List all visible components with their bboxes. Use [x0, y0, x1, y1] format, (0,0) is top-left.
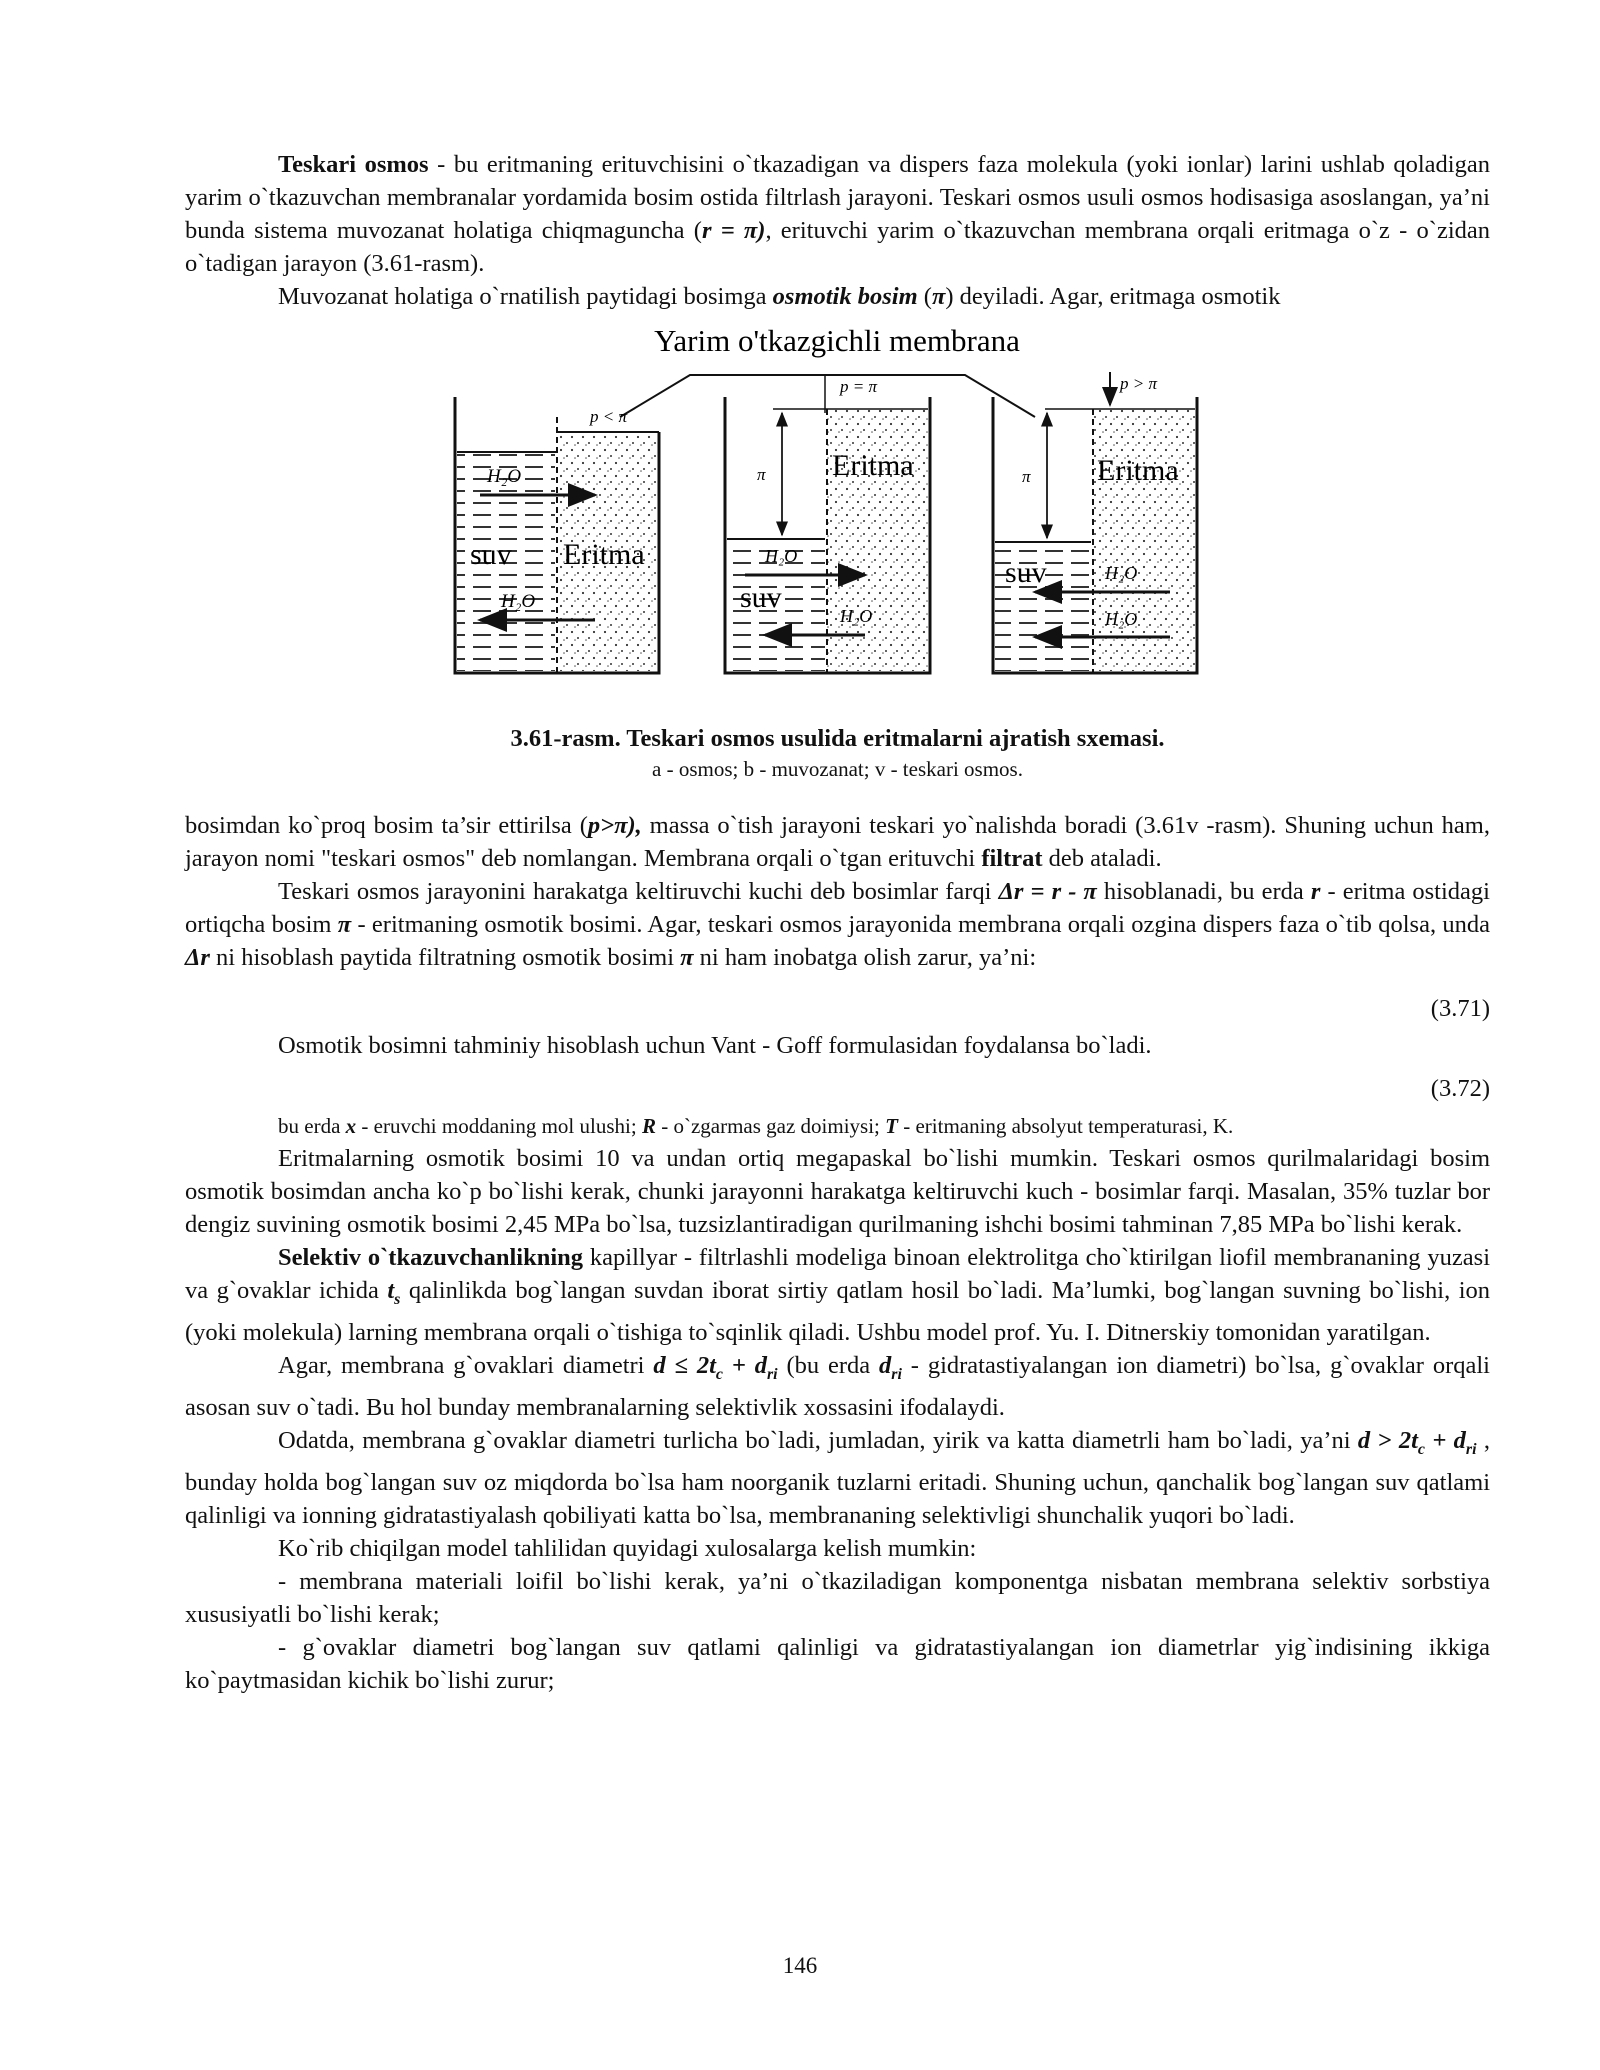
paragraph-large-pores: Odatda, membrana g`ovaklar diametri turlicha bo`ladi, jumladan, yirik va katta diametrli ham bo`ladi, ya’ni $d > 2t_c + d_{ri}$ , bunday holda bog`langan suv oz miqdorda bo`lsa ham noorganik tuzlarni eritadi. Shuning uchun, qanchalik bog`langan suv qatlami qalinligi va ionning gidratastiyalash qobiliyati katta bo`lsa, membrananing selektivligi shunchalik yuqori bo`ladi.: [185, 1426, 1490, 1529]
osmosis-diagram: [185, 317, 1490, 717]
paragraph-osmotic-pressure: Muvozanat holatiga o`rnatilish paytidagi bosimga osmotik bosim (π) deyiladi. Agar, eritmaga osmotik: [278, 283, 1281, 310]
list-item-conclusion-1: - membrana materiali loifil bo`lishi kerak, ya’ni o`tkaziladigan komponentga nisbatan membrana selektiv sorbstiya xususiyatli bo`lishi kerak;: [185, 1567, 1490, 1628]
paragraph-pore-diameter: Agar, membrana g`ovaklari diametri $d \le 2t_c + d_{ri}$ (bu erda $d_{ri}$ - gidratastiyalangan ion diametri) bo`lsa, g`ovaklar orqali asosan suv o`tadi. Bu hol bunday membranalarning selektivlik xossasini ifodalaydi.: [185, 1351, 1490, 1421]
paragraph-osmotic-values: Eritmalarning osmotik bosimi 10 va undan ortiq megapaskal bo`lishi mumkin. Teskari osmos qurilmalaridagi bosim osmotik bosimdan ancha ko`p bo`lishi kerak, chunki jarayonni harakatga keltiruvchi kuch - bosimlar farqi. Masalan, 35% tuzlar bor dengiz suvining osmotik bosimi 2,45 MPa bo`lsa, tuzsizlantiradigan qurilmaning ishchi bosimi tahminan 7,85 MPa bo`lishi kerak.: [185, 1145, 1490, 1238]
paragraph-reverse-osmosis-definition: Teskari osmos - bu eritmaning erituvchisini o`tkazadigan va dispers faza molekula (yoki ionlar) larini ushlab qoladigan yarim o`tkazuvchan membranalar yordamida bosim ostida filtrlash jarayoni. Teskari osmos usuli osmos hodisasiga asoslangan, ya’ni bunda sistema muvozanat holatiga chiqmaguncha (r = π), erituvchi yarim o`tkazuvchan membrana orqali eritmaga o`z - o`zidan o`tadigan jarayon (3.61-rasm).: [185, 151, 1490, 277]
panel-b-solution-label: Eritma: [832, 449, 914, 482]
figure-subcaption: a - osmos; b - muvozanat; v - teskari osmos.: [652, 757, 1023, 781]
paragraph-selectivity-model: Selektiv o`tkazuvchanlikning kapillyar - filtrlashli modeliga binoan elektrolitga cho`ktirilgan liofil membrananing yuzasi va g`ovaklar ichida $t_s$ qalinlikda bog`langan suvdan iborat sirtiy qatlam hosil bo`ladi. Ma’lumki, bog`langan suvning bo`lishi, ion (yoki molekula) larning membrana orqali o`tishiga to`sqinlik qiladi. Ushbu model prof. Yu. I. Ditnerskiy tomonidan yaratilgan.: [185, 1244, 1491, 1346]
svg-text:H₂O: H₂O: [765, 546, 798, 566]
figure-osmosis-scheme: [185, 317, 1490, 717]
term-selectivity: Selektiv o`tkazuvchanlikning: [278, 1244, 584, 1271]
panel-b-equilibrium: [725, 377, 930, 673]
panel-a-pressure: p < π: [590, 407, 627, 426]
panel-a-water-label: suv: [470, 538, 512, 571]
panel-c-solution-label: Eritma: [1097, 454, 1179, 487]
paragraph-vant-goff: Osmotik bosimni tahminiy hisoblash uchun Vant - Goff formulasidan foydalansa bo`ladi.: [278, 1032, 1152, 1059]
figure-title: Yarim o'tkazgichli membrana: [654, 323, 1020, 358]
panel-c-pressure: p > π: [1120, 374, 1157, 393]
svg-text:H₂O: H₂O: [1105, 563, 1138, 583]
svg-text:H₂O: H₂O: [487, 466, 522, 487]
page-number: 146: [782, 1953, 818, 1978]
page-content: [185, 148, 1490, 1697]
panel-a-solution-label: Eritma: [563, 538, 645, 571]
svg-text:H₂O: H₂O: [840, 606, 873, 626]
panel-c-water-label: suv: [1005, 556, 1047, 589]
panel-b-water-label: suv: [740, 581, 782, 614]
paragraph-driving-force: Teskari osmos jarayonini harakatga keltiruvchi kuchi deb bosimlar farqi Δr = r - π hisoblanadi, bu erda r - eritma ostidagi ortiqcha bosim π - eritmaning osmotik bosimi. Agar, teskari osmos jarayonida membrana orqali ozgina dispers faza o`tib qolsa, unda Δr ni hisoblash paytida filtratning osmotik bosimi π ni ham inobatga olish zarur, ya’ni:: [185, 878, 1490, 971]
term-osmotic-pressure: osmotik bosim: [772, 283, 918, 310]
equation-number-3-71: (3.71): [1430, 995, 1490, 1022]
list-item-conclusion-2: - g`ovaklar diametri bog`langan suv qatlami qalinligi va gidratastiyalangan ion diametrlar yig`indisining ikkiga ko`paytmasidan kichik bo`lishi zurur;: [185, 1633, 1490, 1694]
paragraph-reverse-pressure: bosimdan ko`proq bosim ta’sir ettirilsa (p>π), massa o`tish jarayoni teskari yo`nalishda boradi (3.61v -rasm). Shuning uchun ham, jarayon nomi "teskari osmos" deb nomlangan. Membrana orqali o`tgan erituvchi filtrat deb ataladi.: [185, 812, 1490, 872]
svg-text:H₂O: H₂O: [501, 591, 536, 612]
panel-a-osmosis: [455, 397, 659, 673]
term-filtrat: filtrat: [981, 845, 1043, 872]
svg-text:π: π: [1022, 467, 1031, 486]
paragraph-conclusions-intro: Ko`rib chiqilgan model tahlilidan quyidagi xulosalarga kelish mumkin:: [278, 1534, 977, 1562]
panel-b-pressure: p = π: [840, 377, 877, 396]
paragraph-variable-notes: bu erda x - eruvchi moddaning mol ulushi; R - o`zgarmas gaz doimiysi; T - eritmaning absolyut temperaturasi, K.: [278, 1114, 1234, 1138]
figure-caption: 3.61-rasm. Teskari osmos usulida eritmalarni ajratish sxemasi.: [510, 725, 1165, 752]
svg-text:H₂O: H₂O: [1105, 609, 1138, 629]
equation-number-3-72: (3.72): [1430, 1075, 1490, 1102]
term-reverse-osmosis: Teskari osmos: [278, 151, 429, 178]
panel-c-reverse-osmosis: [993, 372, 1197, 673]
svg-text:π: π: [757, 465, 766, 484]
